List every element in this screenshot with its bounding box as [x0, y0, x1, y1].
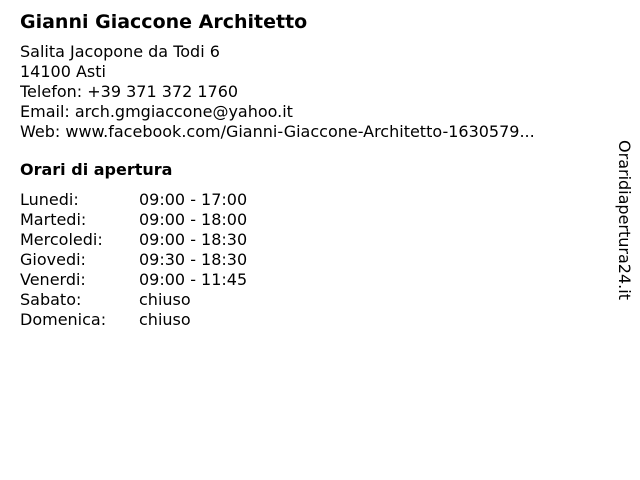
hours-row-sunday	[20, 310, 600, 330]
hours-row-wednesday	[20, 230, 600, 250]
business-card	[20, 10, 600, 330]
address-line-2: 14100 Asti	[20, 62, 106, 81]
hours-row-tuesday	[20, 210, 600, 230]
day-label: Lunedi:	[20, 190, 79, 209]
day-label: Giovedi:	[20, 250, 86, 269]
time-range: 09:00 - 17:00	[139, 190, 248, 209]
opening-hours-table	[20, 190, 600, 330]
time-range: 09:00 - 11:45	[139, 270, 248, 289]
address-line-1: Salita Jacopone da Todi 6	[20, 42, 220, 61]
web-line: Web: www.facebook.com/Gianni-Giaccone-Architetto-1630579...	[20, 122, 535, 141]
site-watermark: Oraridiapertura24.it	[615, 140, 634, 300]
hours-row-monday	[20, 190, 600, 210]
phone-line: Telefon: +39 371 372 1760	[20, 82, 239, 101]
business-name: Gianni Giaccone Architetto	[20, 11, 308, 33]
day-label: Venerdi:	[20, 270, 86, 289]
time-range: chiuso	[139, 310, 191, 329]
day-label: Mercoledi:	[20, 230, 103, 249]
time-range: 09:00 - 18:30	[139, 230, 248, 249]
time-range: 09:00 - 18:00	[139, 210, 248, 229]
time-range: chiuso	[139, 290, 191, 309]
day-label: Martedi:	[20, 210, 87, 229]
time-range: 09:30 - 18:30	[139, 250, 248, 269]
day-label: Sabato:	[20, 290, 82, 309]
day-label: Domenica:	[20, 310, 107, 329]
hours-row-thursday	[20, 250, 600, 270]
email-line: Email: arch.gmgiaccone@yahoo.it	[20, 102, 293, 121]
hours-row-friday	[20, 270, 600, 290]
opening-hours-title: Orari di apertura	[20, 160, 173, 179]
hours-row-saturday	[20, 290, 600, 310]
